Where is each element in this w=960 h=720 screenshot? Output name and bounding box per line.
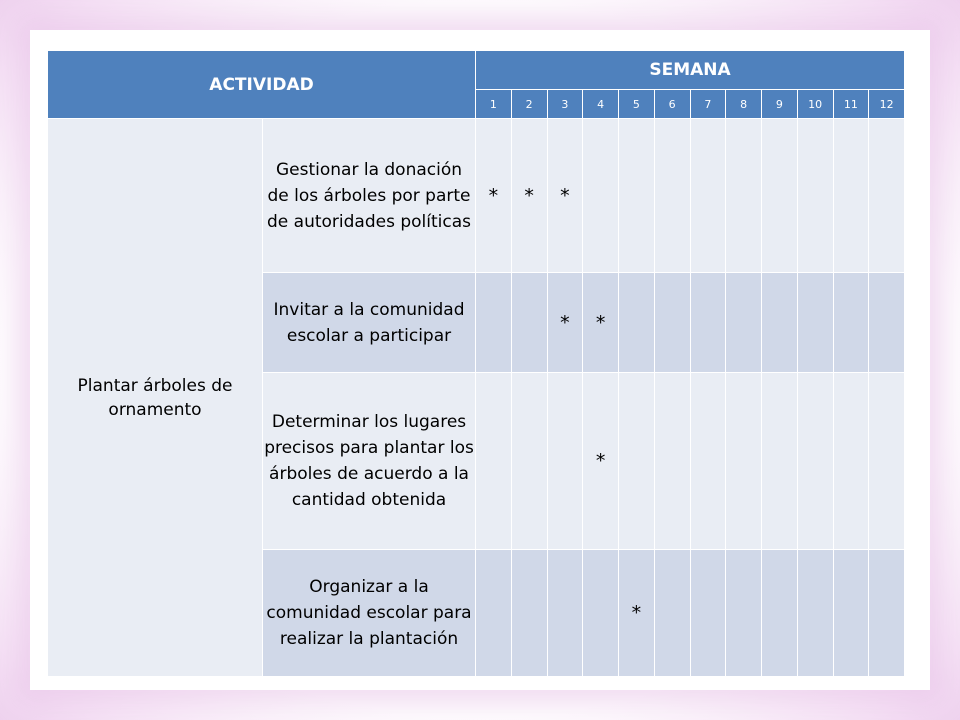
task-cell: Determinar los lugares precisos para plantar los árboles de acuerdo a la cantidad obtenida — [263, 373, 476, 550]
week-number: 6 — [654, 90, 690, 119]
week-mark — [726, 119, 762, 273]
week-mark — [797, 273, 833, 373]
week-mark — [833, 373, 869, 550]
week-mark — [726, 373, 762, 550]
week-mark — [619, 373, 655, 550]
week-number: 7 — [690, 90, 726, 119]
week-number: 8 — [726, 90, 762, 119]
week-mark — [654, 550, 690, 677]
week-mark — [762, 373, 798, 550]
week-mark — [547, 550, 583, 677]
week-mark — [869, 550, 905, 677]
week-mark — [797, 119, 833, 273]
week-mark — [690, 119, 726, 273]
week-mark — [690, 373, 726, 550]
week-mark — [690, 273, 726, 373]
week-mark — [869, 373, 905, 550]
week-mark — [797, 550, 833, 677]
week-mark — [726, 273, 762, 373]
week-mark — [833, 273, 869, 373]
week-mark: * — [583, 373, 619, 550]
week-number: 2 — [511, 90, 547, 119]
week-mark — [869, 273, 905, 373]
week-mark — [476, 273, 512, 373]
week-mark: * — [547, 119, 583, 273]
week-mark — [619, 119, 655, 273]
week-mark: * — [547, 273, 583, 373]
week-mark — [654, 119, 690, 273]
week-mark — [547, 373, 583, 550]
week-number: 11 — [833, 90, 869, 119]
week-mark — [833, 119, 869, 273]
week-mark — [511, 273, 547, 373]
week-mark: * — [476, 119, 512, 273]
week-number: 12 — [869, 90, 905, 119]
activity-schedule-table — [47, 50, 905, 677]
week-header: SEMANA — [476, 51, 905, 90]
week-mark: * — [511, 119, 547, 273]
header-row — [48, 51, 905, 90]
week-number: 9 — [762, 90, 798, 119]
activity-header: ACTIVIDAD — [48, 51, 476, 119]
week-number: 4 — [583, 90, 619, 119]
task-cell: Invitar a la comunidad escolar a participar — [263, 273, 476, 373]
week-mark: * — [619, 550, 655, 677]
week-mark — [762, 119, 798, 273]
week-mark — [726, 550, 762, 677]
week-mark — [797, 373, 833, 550]
week-mark — [654, 373, 690, 550]
week-mark — [869, 119, 905, 273]
week-mark — [833, 550, 869, 677]
week-number: 3 — [547, 90, 583, 119]
week-mark — [583, 119, 619, 273]
table-row — [48, 119, 905, 273]
week-mark: * — [583, 273, 619, 373]
week-mark — [654, 273, 690, 373]
week-mark — [762, 273, 798, 373]
week-number: 5 — [619, 90, 655, 119]
task-cell: Gestionar la donación de los árboles por parte de autoridades políticas — [263, 119, 476, 273]
category-cell: Plantar árboles de ornamento — [48, 119, 263, 677]
week-mark — [762, 550, 798, 677]
week-mark — [476, 373, 512, 550]
week-mark — [583, 550, 619, 677]
week-mark — [511, 550, 547, 677]
week-mark — [476, 550, 512, 677]
week-mark — [511, 373, 547, 550]
week-mark — [690, 550, 726, 677]
week-number: 1 — [476, 90, 512, 119]
task-cell: Organizar a la comunidad escolar para realizar la plantación — [263, 550, 476, 677]
week-mark — [619, 273, 655, 373]
week-number: 10 — [797, 90, 833, 119]
